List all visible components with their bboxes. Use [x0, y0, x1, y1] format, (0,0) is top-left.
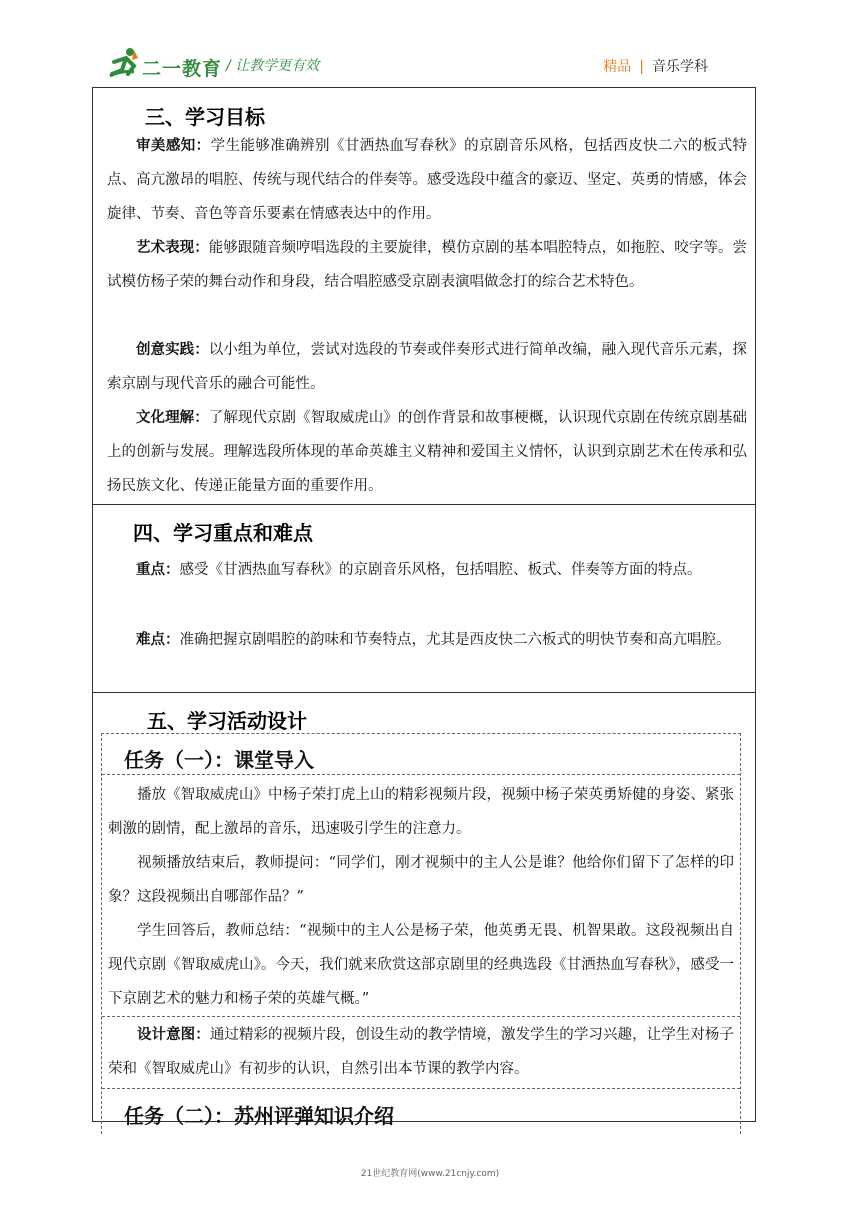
task-1-paragraph: 视频播放结束后，教师提问：“同学们，刚才视频中的主人公是谁？他给你们留下了怎样的印象？这段视频出自哪部作品？” — [108, 855, 734, 905]
task-1-paragraph: 学生回答后，教师总结：“视频中的主人公是杨子荣，他英勇无畏、机智果敢。这段视频出自现代京剧《智取威虎山》。今天，我们就来欣赏这部京剧里的经典选段《甘洒热血写春秋》，感受一下京剧艺术的魅力和杨子荣的英雄气概。” — [108, 923, 734, 1007]
task-1-paragraph: 播放《智取威虎山》中杨子荣打虎上山的精彩视频片段，视频中杨子荣英勇矫健的身姿、紧张刺激的剧情，配上激昂的音乐，迅速吸引学生的注意力。 — [108, 787, 734, 837]
dashed-divider — [102, 1088, 740, 1089]
design-intent-label: 设计意图： — [137, 1027, 210, 1043]
dashed-divider — [102, 774, 740, 775]
slogan: / 让教学更有效 — [226, 58, 320, 74]
key-point-label: 重点： — [136, 562, 180, 578]
brand-right — [603, 56, 708, 76]
activity-box — [101, 733, 741, 1134]
objective-label: 艺术表现： — [136, 240, 209, 256]
quality-label: 精品 — [603, 59, 632, 75]
row-divider — [93, 692, 755, 693]
logo-text: 二一教育 — [142, 58, 223, 80]
objective-creative: 创意实践：以小组为单位，尝试对选段的节奏或伴奏形式进行简单改编，融入现代音乐元素，探索京剧与现代音乐的融合可能性。 — [107, 342, 748, 392]
objective-culture: 文化理解：了解现代京剧《智取威虎山》的创作背景和故事梗概，认识现代京剧在传统京剧基础上的创新与发展。理解选段所体现的革命英雄主义精神和爱国主义情怀，认识到京剧艺术在传承和弘扬民族文化、传递正能量方面的重要作用。 — [107, 410, 748, 494]
task-1-title: 任务（一）：课堂导入 — [124, 748, 314, 772]
section-4-title: 四、学习重点和难点 — [133, 521, 313, 545]
section-5-title: 五、学习活动设计 — [147, 709, 307, 733]
row-divider — [93, 504, 755, 505]
lesson-table — [92, 87, 756, 1128]
header-separator: | — [639, 59, 644, 75]
key-point: 重点：感受《甘洒热血写春秋》的京剧音乐风格，包括唱腔、板式、伴奏等方面的特点。 — [136, 562, 702, 578]
dashed-divider — [102, 1016, 740, 1017]
section-3-title: 三、学习目标 — [145, 105, 265, 129]
objective-label: 创意实践： — [136, 342, 209, 358]
difficult-point-label: 难点： — [136, 632, 180, 648]
task-2-title: 任务（二）：苏州评弹知识介绍 — [124, 1104, 394, 1128]
difficult-point: 难点：准确把握京剧唱腔的韵味和节奏特点，尤其是西皮快二六板式的明快节奏和高亢唱腔。 — [136, 632, 731, 648]
objective-aesthetic: 审美感知：学生能够准确辨别《甘洒热血写春秋》的京剧音乐风格，包括西皮快二六的板式特点、高亢激昂的唱腔、传统与现代结合的伴奏等。感受选段中蕴含的豪迈、坚定、英勇的情感，体会旋律、节奏、音色等音乐要素在情感表达中的作用。 — [107, 138, 747, 222]
subject-label: 音乐学科 — [652, 59, 708, 75]
objective-label: 文化理解： — [136, 410, 209, 426]
page-header — [0, 0, 860, 90]
objective-label: 审美感知： — [136, 138, 211, 154]
objective-performance: 艺术表现：能够跟随音频哼唱选段的主要旋律，模仿京剧的基本唱腔特点，如拖腔、咬字等。尝试模仿杨子荣的舞台动作和身段，结合唱腔感受京剧表演唱做念打的综合艺术特色。 — [107, 240, 748, 290]
design-intent: 设计意图：通过精彩的视频片段，创设生动的教学情境，激发学生的学习兴趣，让学生对杨子荣和《智取威虎山》有初步的认识，自然引出本节课的教学内容。 — [108, 1027, 734, 1077]
page-footer: 21世纪教育网(www.21cnjy.com) — [360, 1169, 500, 1179]
